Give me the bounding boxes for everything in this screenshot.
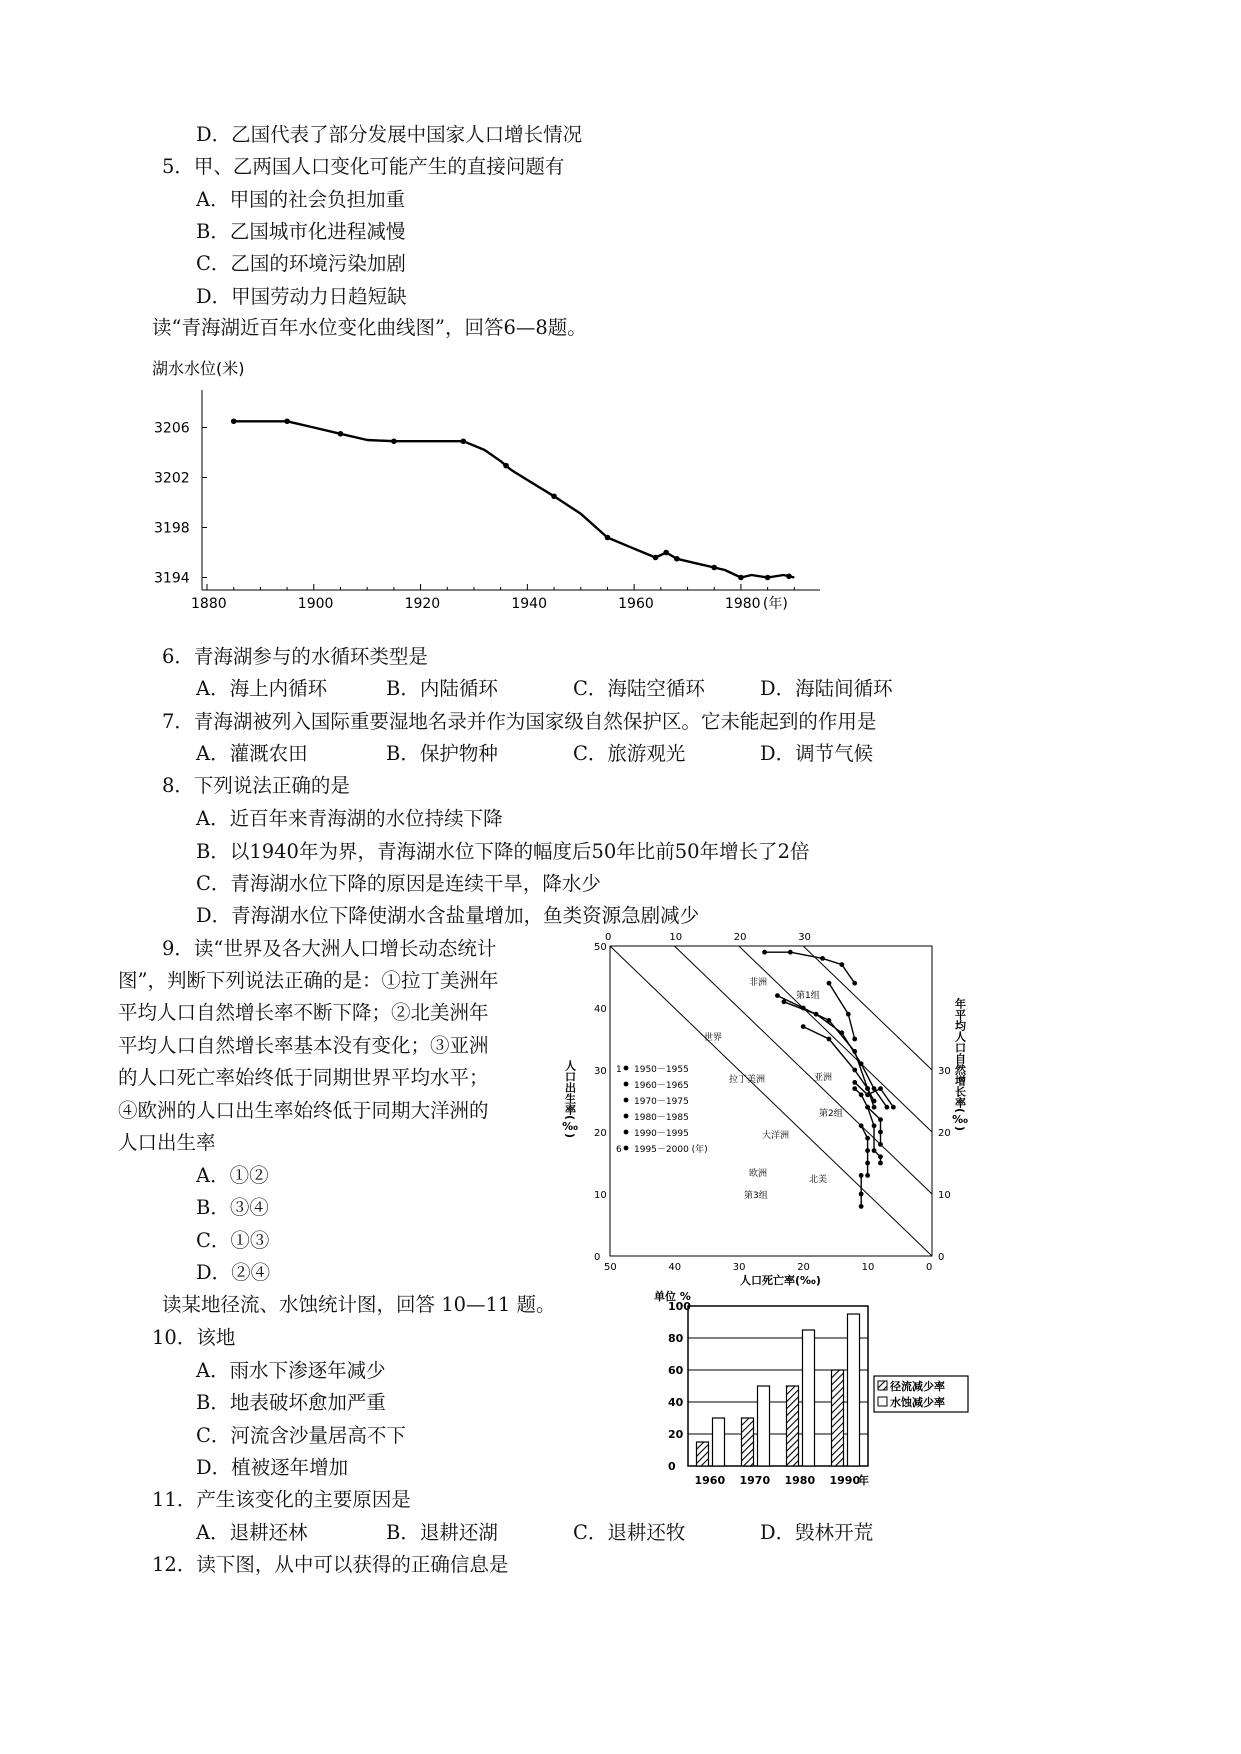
pop-series-point: [852, 1068, 857, 1073]
lake-level-point: [391, 438, 397, 444]
q5-option-d: D．甲国劳动力日趋短缺: [196, 285, 407, 308]
pop-right-tick-label: 0: [938, 1252, 945, 1263]
pop-legend-num-first: 1: [616, 1065, 622, 1075]
lake-level-point: [738, 575, 744, 581]
erosion-bar: [713, 1418, 725, 1466]
pop-series-point: [846, 1012, 851, 1017]
bar-legend-erosion-swatch: [878, 1397, 887, 1406]
pop-series-line: [784, 1002, 887, 1107]
pop-y-tick-label: 0: [594, 1252, 601, 1263]
pop-legend-text: 1980－1985: [634, 1113, 689, 1123]
question-9-line-6: ④欧洲的人口出生率始终低于同期大洋洲的: [118, 1099, 489, 1122]
pop-series-line: [777, 996, 874, 1101]
pop-y-tick-label: 10: [594, 1190, 607, 1201]
lake-level-point: [653, 555, 659, 561]
pop-legend-marker: [624, 1082, 629, 1087]
pop-series-point: [865, 1092, 870, 1097]
pop-series-line: [765, 952, 855, 983]
bar-y-tick-label: 80: [668, 1332, 684, 1345]
q6-option-d: D．海陆间循环: [760, 677, 893, 700]
q11-option-d: D．毁林开荒: [760, 1521, 874, 1544]
pop-series-point: [878, 1086, 883, 1091]
pop-series-point: [865, 1086, 870, 1091]
q8-option-d: D．青海湖水位下降使湖水含盐量增加，鱼类资源急剧减少: [196, 904, 700, 927]
bar-y-tick-label: 40: [668, 1396, 684, 1409]
pop-y2-axis-label: 年平均人口自然增长率(‰): [953, 998, 967, 1132]
pop-y-tick-label: 40: [594, 1004, 607, 1015]
runoff-bar: [832, 1370, 844, 1466]
question-9-line-5: 的人口死亡率始终低于同期世界平均水平；: [118, 1066, 489, 1089]
pop-legend-text: 1970－1975: [634, 1097, 689, 1107]
bar-unit-label: 单位 %: [654, 1290, 691, 1303]
pop-series-point: [859, 1192, 864, 1197]
pop-right-tick-label: 10: [938, 1190, 951, 1201]
erosion-bar: [848, 1314, 860, 1466]
pop-x-tick-label: 50: [604, 1262, 617, 1273]
lake-x-tick-label: 1900: [297, 596, 334, 612]
pop-right-tick-label: 30: [938, 1066, 951, 1077]
q10-option-b: B．地表破坏愈加严重: [196, 1391, 386, 1414]
pop-y-tick-label: 50: [594, 942, 607, 953]
lake-x-tick-label: 1940: [511, 596, 547, 612]
erosion-bar: [758, 1386, 770, 1466]
lake-level-point: [663, 550, 669, 556]
pop-series-point: [885, 1105, 890, 1110]
q10-option-a: A．雨水下渗逐年减少: [196, 1359, 386, 1382]
q9-option-c: C．①③: [196, 1229, 270, 1252]
q10-option-d: D．植被逐年增加: [196, 1456, 349, 1479]
pop-series-point: [814, 1012, 819, 1017]
pop-series-point: [852, 981, 857, 986]
pop-legend-marker: [624, 1130, 629, 1135]
pop-series-point: [878, 1154, 883, 1159]
pop-series-point: [865, 1136, 870, 1141]
bar-legend-runoff-swatch: [878, 1381, 887, 1390]
pop-series-point: [865, 1173, 870, 1178]
lake-x-tick-label: 1920: [404, 596, 441, 612]
bar-x-tick-label: 1990: [829, 1474, 861, 1487]
lake-level-point: [503, 463, 509, 469]
lake-level-point: [674, 556, 680, 562]
question-6: 6．青海湖参与的水循环类型是: [162, 645, 428, 668]
q10-option-c: C．河流含沙量居高不下: [196, 1424, 406, 1447]
pop-series-point: [827, 1037, 832, 1042]
question-8: 8．下列说法正确的是: [162, 774, 350, 797]
bar-x-tick-label: 1960: [694, 1474, 726, 1487]
pop-legend-marker: [624, 1066, 629, 1071]
lake-level-chart: [140, 350, 930, 620]
question-9-line-3: 平均人口自然增长率不断下降；②北美洲年: [118, 1001, 489, 1024]
pop-series-point: [839, 1030, 844, 1035]
pop-y-tick-label: 20: [594, 1128, 607, 1139]
pop-x-tick-label: 40: [668, 1262, 682, 1273]
lake-level-point: [284, 418, 290, 424]
pop-x-tick-label: 30: [732, 1262, 746, 1273]
pop-series-point: [788, 950, 793, 955]
read-prompt-10-11: 读某地径流、水蚀统计图，回答 10—11 题。: [162, 1293, 556, 1316]
q8-option-c: C．青海湖水位下降的原因是连续干旱，降水少: [196, 872, 601, 895]
bar-y-tick-label: 60: [668, 1364, 684, 1377]
pop-label-world: 世界: [704, 1033, 723, 1043]
q6-option-b: B．内陆循环: [386, 677, 498, 700]
lake-level-point: [786, 573, 792, 579]
q7-option-b: B．保护物种: [386, 742, 498, 765]
pop-series-point: [865, 1161, 870, 1166]
pop-label-asia: 亚洲: [814, 1073, 833, 1083]
pop-growth-diagonal: [739, 946, 932, 1132]
pop-series-point: [878, 1142, 883, 1147]
pop-series-point: [878, 1130, 883, 1135]
q9-option-a: A．①②: [196, 1164, 269, 1187]
pop-series-point: [891, 1105, 896, 1110]
pop-label-latam: 拉丁美洲: [729, 1075, 766, 1085]
pop-series-line: [868, 1107, 881, 1163]
pop-top-tick-label: 20: [733, 932, 747, 943]
question-9-line-4: 平均人口自然增长率基本没有变化；③亚洲: [118, 1034, 489, 1057]
pop-top-tick-label: 10: [669, 932, 683, 943]
pop-series-point: [827, 981, 832, 986]
lake-x-tick-label: 1880: [191, 596, 227, 612]
q5-option-b: B．乙国城市化进程减慢: [196, 220, 406, 243]
pop-series-point: [859, 1061, 864, 1066]
pop-series-point: [872, 1123, 877, 1128]
pop-legend-num-last: 6: [616, 1145, 622, 1155]
pop-series-point: [852, 1086, 857, 1091]
lake-level-ylabel: 湖水水位(米): [152, 359, 245, 378]
bar-y-tick-label: 20: [668, 1428, 684, 1441]
pop-series-point: [872, 1148, 877, 1153]
pop-series-point: [865, 1105, 870, 1110]
lake-level-series-line: [234, 421, 795, 577]
bar-y-tick-label: 100: [668, 1300, 691, 1313]
lake-y-tick-label: 3202: [154, 470, 190, 487]
q11-options: [196, 1521, 873, 1545]
lake-level-point: [551, 493, 557, 499]
question-5: 5．甲、乙两国人口变化可能产生的直接问题有: [162, 155, 565, 178]
pop-series-point: [781, 999, 786, 1004]
q7-option-d: D．调节气候: [760, 742, 874, 765]
q5-option-c: C．乙国的环境污染加剧: [196, 252, 406, 275]
pop-series-point: [801, 1024, 806, 1029]
bar-x-unit: 年: [858, 1474, 869, 1487]
bar-x-tick-label: 1970: [739, 1474, 771, 1487]
pop-x-tick-label: 10: [861, 1262, 875, 1273]
lake-y-tick-label: 3194: [154, 570, 190, 587]
q11-option-a: A．退耕还林: [196, 1521, 308, 1544]
pop-series-point: [859, 1123, 864, 1128]
pop-x-tick-label: 20: [797, 1262, 810, 1273]
bar-y-tick-label: 0: [668, 1460, 676, 1473]
pop-series-point: [852, 1037, 857, 1042]
pop-legend-marker: [624, 1098, 629, 1103]
pop-legend-text: 1990－1995: [634, 1129, 689, 1139]
pop-series-point: [859, 1204, 864, 1209]
q7-options: [196, 742, 873, 766]
pop-legend-marker: [624, 1146, 629, 1151]
question-7: 7．青海湖被列入国际重要湿地名录并作为国家级自然保护区。它未能起到的作用是: [162, 710, 877, 733]
question-9-line-2: 图”，判断下列说法正确的是：①拉丁美洲年: [118, 969, 499, 992]
pop-series-point: [872, 1105, 877, 1110]
pop-series-point: [762, 950, 767, 955]
q7-option-c: C．旅游观光: [573, 742, 686, 765]
pop-label-africa: 非洲: [749, 978, 768, 988]
pop-growth-diagonal: [803, 946, 932, 1070]
pop-y-axis-label: 人口出生率(‰): [563, 1060, 577, 1139]
q4-option-d: D．乙国代表了部分发展中国家人口增长情况: [196, 123, 583, 146]
population-growth-chart: [560, 920, 980, 1290]
pop-label-group3: 第3组: [744, 1191, 768, 1201]
pop-legend-text: 1960－1965: [634, 1081, 689, 1091]
pop-series-point: [859, 1092, 864, 1097]
q8-option-b: B．以1940年为界，青海湖水位下降的幅度后50年比前50年增长了2倍: [196, 840, 810, 863]
question-10: 10．该地: [152, 1326, 236, 1349]
lake-x-unit: (年): [762, 596, 788, 612]
bar-legend-erosion-label: 水蚀减少率: [890, 1396, 945, 1409]
bar-legend-runoff-label: 径流减少率: [890, 1380, 945, 1393]
question-11: 11．产生该变化的主要原因是: [152, 1488, 411, 1511]
lake-x-tick-label: 1960: [618, 596, 654, 612]
erosion-bar: [803, 1330, 815, 1466]
lake-y-tick-label: 3198: [154, 520, 190, 537]
pop-label-oceania: 大洋洲: [762, 1131, 790, 1141]
pop-y-tick-label: 30: [594, 1066, 607, 1077]
pop-series-point: [878, 1117, 883, 1122]
q9-option-b: B．③④: [196, 1196, 269, 1219]
lake-level-point: [231, 418, 237, 424]
lake-level-point: [338, 431, 344, 437]
pop-series-point: [839, 962, 844, 967]
pop-top-tick-label: 30: [798, 932, 811, 943]
pop-label-group1: 第1组: [796, 991, 820, 1001]
pop-legend-text: 1950－1955: [634, 1065, 689, 1075]
q9-option-d: D．②④: [196, 1261, 271, 1284]
q7-option-a: A．灌溉农田: [196, 742, 308, 765]
pop-top-tick-label: 0: [605, 932, 612, 943]
pop-legend-text: 1995－2000 (年): [634, 1145, 708, 1155]
pop-x-tick-label: 0: [926, 1262, 933, 1273]
pop-label-group2: 第2组: [819, 1109, 843, 1119]
q5-option-a: A．甲国的社会负担加重: [196, 188, 406, 211]
pop-legend-marker: [624, 1114, 629, 1119]
q6-option-a: A．海上内循环: [196, 677, 328, 700]
pop-series-point: [878, 1161, 883, 1166]
read-prompt-6-8: 读“青海湖近百年水位变化曲线图”，回答6—8题。: [152, 316, 587, 339]
pop-right-tick-label: 20: [938, 1128, 951, 1139]
lake-level-point: [765, 575, 771, 581]
pop-series-point: [865, 1148, 870, 1153]
q8-option-a: A．近百年来青海湖的水位持续下降: [196, 807, 503, 830]
lake-level-point: [605, 535, 611, 541]
pop-x-axis-label: 人口死亡率(‰): [740, 1274, 821, 1287]
runoff-erosion-chart: [650, 1290, 990, 1490]
pop-growth-diagonal: [674, 946, 932, 1194]
q11-option-c: C．退耕还牧: [573, 1521, 686, 1544]
pop-series-point: [820, 956, 825, 961]
lake-level-point: [460, 438, 466, 444]
q6-options: [196, 677, 893, 701]
bar-x-tick-label: 1980: [784, 1474, 816, 1487]
pop-series-point: [775, 993, 780, 998]
pop-series-point: [852, 1080, 857, 1085]
q11-option-b: B．退耕还湖: [386, 1521, 498, 1544]
lake-x-tick-label: 1980: [724, 596, 761, 612]
pop-label-namerica: 北美: [809, 1175, 828, 1185]
runoff-bar: [787, 1386, 799, 1466]
runoff-bar: [697, 1442, 709, 1466]
question-9-line-1: 9．读“世界及各大洲人口增长动态统计: [162, 937, 497, 960]
question-12: 12．读下图，从中可以获得的正确信息是: [152, 1553, 509, 1576]
pop-series-point: [859, 1173, 864, 1178]
q6-option-c: C．海陆空循环: [573, 677, 705, 700]
lake-y-tick-label: 3206: [154, 420, 190, 437]
lake-level-point: [711, 565, 717, 571]
pop-label-europe: 欧洲: [749, 1169, 768, 1179]
question-9-line-7: 人口出生率: [118, 1131, 216, 1154]
runoff-bar: [742, 1418, 754, 1466]
